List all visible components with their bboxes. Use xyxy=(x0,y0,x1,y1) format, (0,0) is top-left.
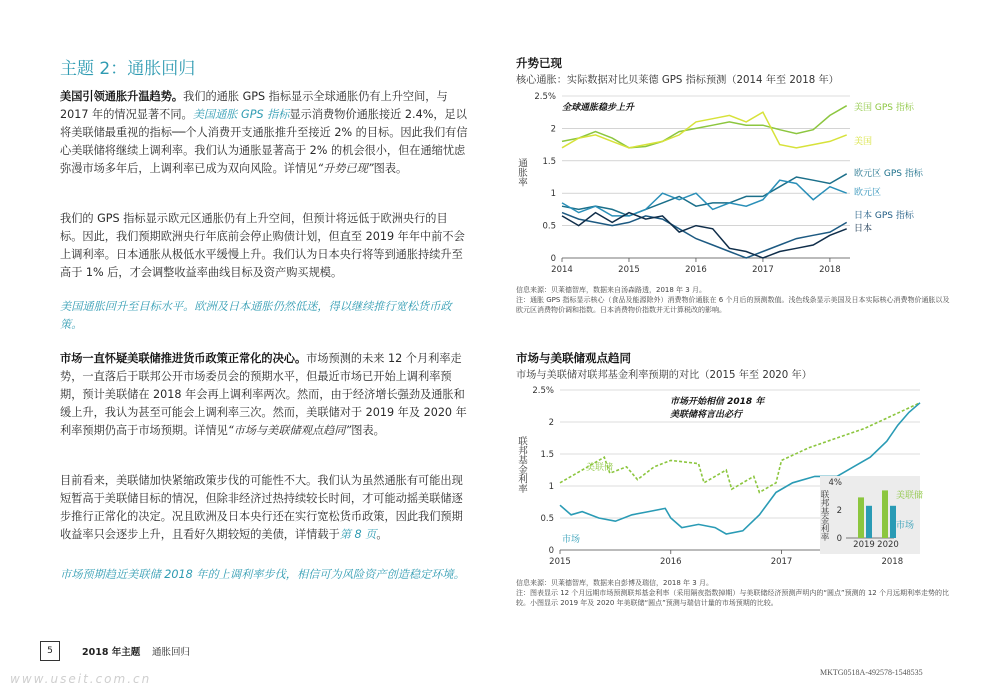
x-tick-label: 2015 xyxy=(618,265,640,275)
inset-bar xyxy=(858,497,864,538)
legend-label-3: 欧元区 GPS 指标 xyxy=(854,169,923,179)
legend-label-1: 美国 GPS 指标 xyxy=(854,103,914,113)
y-tick-label: 0 xyxy=(548,546,554,556)
x-tick-label: 2014 xyxy=(551,265,573,275)
y-tick-label: 1 xyxy=(550,189,556,200)
y-tick-label: 0.5 xyxy=(540,514,554,524)
chart1-subtitle: 核心通胀：实际数据对比贝莱德 GPS 指标预测（2014 年至 2018 年） xyxy=(516,75,839,86)
x-tick-label: 2018 xyxy=(819,265,841,275)
legend-label-6: 日本 xyxy=(854,224,873,234)
chart2-note: 注：图表显示 12 个月远期市场预测联邦基金利率（采用隔夜指数掉期）与美联储经济预测声明内的“圆点”预测的 12 个月远期利率走势的比较。小图显示 2019 年及 2020 年美联储“圆点”预测与瑞信计量的市场预期的比较。 xyxy=(516,589,949,607)
series-line-5 xyxy=(562,213,847,258)
chart2-subtitle: 市场与美联储对联邦基金利率预期的对比（2015 年至 2020 年） xyxy=(516,370,812,381)
chart1-svg xyxy=(520,86,962,286)
inset-bar xyxy=(882,490,888,538)
chart2-inset xyxy=(819,476,923,554)
inset-y-tick: 4% xyxy=(828,478,842,488)
legend-label-1: 美联储 xyxy=(586,463,614,473)
chart2-labels xyxy=(562,461,613,545)
inset-y-tick: 0 xyxy=(836,534,842,544)
x-tick-label: 2016 xyxy=(685,265,707,275)
inset-legend-market: 市场 xyxy=(896,521,915,531)
x-tick-label: 2017 xyxy=(770,557,793,567)
paragraph-text: 市场预测的未来 12 个月利率走势，一直落后于联邦公开市场委员会的预期水平，但最近市场已开始上调利率预期，预计美联储在 2018 年会再上调利率两次。然而，由于经济增长强劲及通胀和缓上升，我认为甚至可能会上调利率三次。然而，美联储对于 2019 年及 2020 年利率预期仍高于市场预期。详情见 xyxy=(60,352,467,437)
y-tick-label: 1.5 xyxy=(542,156,556,167)
legend-label-4: 欧元区 xyxy=(854,188,882,198)
chart1-labels xyxy=(854,101,924,234)
page-number: 5 xyxy=(40,641,60,661)
chart2-svg xyxy=(520,382,962,578)
paragraph-text: 我们的通胀 GPS 指标显示全球通胀仍有上升空间，与 2017 年的情况显著不同。 xyxy=(60,90,448,121)
chart2-annotation-line1: 市场开始相信 2018 年 xyxy=(670,397,765,407)
callout-inflation: 美国通胀回升至目标水平。欧洲及日本通胀仍然低迷，得以继续推行宽松货币政策。 xyxy=(60,300,452,331)
paragraph-lead: 市场一直怀疑美联储推进货币政策正常化的决心。 xyxy=(60,352,307,365)
chart2-annotation-line2: 美联储将言出必行 xyxy=(670,410,743,420)
chart-reference: “市场与美联储观点趋同” xyxy=(227,424,352,437)
paragraph-fed-market xyxy=(60,350,468,440)
chart1-title: 升势已现 xyxy=(516,56,562,70)
inset-ylabel: 联邦基金利率 xyxy=(819,490,829,541)
paragraph-text: 显示消费物价通胀接近 2.4%，足以将美联储最重视的指标──个人消费开支通胀推升至接近 2% 的目标。因此我们有信心美联储将继续上调利率。我们认为通胀显著高于 2% 的机会很小，但在通缩忧虑弥漫市场多年后，上调利率已成为双向风险。详情见 xyxy=(60,108,468,175)
series-line-4 xyxy=(562,180,847,216)
footer-section: 2018 年主题 xyxy=(82,647,141,658)
footer-topic: 通胀回归 xyxy=(152,647,191,658)
paragraph-euro-japan: 我们的 GPS 指标显示欧元区通胀仍有上升空间，但预计将远低于欧洲央行的目标。因此，我们预期欧洲央行年底前会停止购债计划，但直至 2019 年年中前不会上调利率。日本通胀从极低水平缓慢上升。我们认为日本央行将等到通胀持续升至高于 1% 后，才会调整收益率曲线目标及资产购买规模。 xyxy=(60,212,465,279)
series-line-6 xyxy=(562,213,847,258)
x-tick-label: 2017 xyxy=(752,265,774,275)
y-tick-label: 2 xyxy=(548,418,554,428)
y-tick-label: 1 xyxy=(548,482,554,492)
x-tick-label: 2015 xyxy=(549,557,571,567)
paragraph-text: 目前看来，美联储加快紧缩政策步伐的可能性不大。我们认为虽然通胀有可能出现短暂高于美联储目标的情况，但除非经济过热持续较长时间，才可能动摇美联储逐步推行正常化的决定。况且欧洲及日本央行还在实行宽松货币政策，因此我们预期收益率只会逐步上升，且看好久期较短的美债，详情载于 xyxy=(60,474,463,541)
legend-label-5: 日本 GPS 指标 xyxy=(854,211,914,221)
paragraph-lead: 美国引领通胀升温趋势。 xyxy=(60,90,184,103)
inset-bar xyxy=(866,506,872,538)
y-tick-label: 0 xyxy=(550,254,556,264)
chart1-ylabel: 通胀率 xyxy=(516,158,527,187)
series-line-2 xyxy=(562,112,847,148)
chart1-source: 信息来源：贝莱德智库，数据来自汤森路透，2018 年 3 月。 xyxy=(516,286,706,294)
legend-label-2: 市场 xyxy=(562,535,581,545)
section-heading: 主题 2：通胀回归 xyxy=(60,59,196,79)
y-tick-label: 0.5 xyxy=(542,221,556,232)
inset-y-tick: 2 xyxy=(836,506,842,516)
paragraph-text: 图表。 xyxy=(351,424,385,437)
callout-market: 市场预期趋近美联储 2018 年的上调利率步伐，相信可为风险资产创造稳定环境。 xyxy=(60,568,465,581)
y-tick-label: 2.5% xyxy=(532,386,554,396)
document-code: MKTG0518A-492578-1548535 xyxy=(820,668,923,677)
chart-reference: “升势已现” xyxy=(317,162,374,175)
highlight-text: 美国通胀 GPS 指标 xyxy=(192,108,290,121)
chart2-ylabel: 联邦基金利率 xyxy=(516,436,527,493)
inset-x-tick: 2019 xyxy=(853,540,875,550)
chart1-annotation: 全球通胀稳步上升 xyxy=(562,103,635,113)
paragraph-text: 。 xyxy=(376,528,388,541)
x-tick-label: 2016 xyxy=(659,557,682,567)
series-line-3 xyxy=(562,174,847,216)
y-tick-label: 2 xyxy=(550,124,556,135)
y-tick-label: 2.5% xyxy=(534,92,556,102)
inset-legend-fed: 美联储 xyxy=(896,491,924,501)
paragraph-us-inflation xyxy=(60,88,468,178)
chart1-note: 注：通胀 GPS 指标显示核心（食品及能源除外）消费物价通胀在 6 个月后的预测数值。浅色线条显示美国及日本实际核心消费物价通胀以及欧元区消费物价调和指数。日本消费物价指数并无计算税改的影响。 xyxy=(516,296,950,314)
page-link[interactable]: 第 8 页 xyxy=(339,528,377,541)
paragraph-text: 图表。 xyxy=(373,162,408,175)
chart2-title: 市场与美联储观点趋同 xyxy=(516,351,631,365)
watermark: www.useit.com.cn xyxy=(10,672,152,686)
chart2-source: 信息来源：贝莱德智库，数据来自彭博及瑞信，2018 年 3 月。 xyxy=(516,579,713,587)
x-tick-label: 2018 xyxy=(881,557,904,567)
paragraph-fed-outlook xyxy=(60,472,468,544)
y-tick-label: 1.5 xyxy=(540,450,554,460)
legend-label-2: 美国 xyxy=(854,137,873,147)
inset-x-tick: 2020 xyxy=(877,540,899,550)
